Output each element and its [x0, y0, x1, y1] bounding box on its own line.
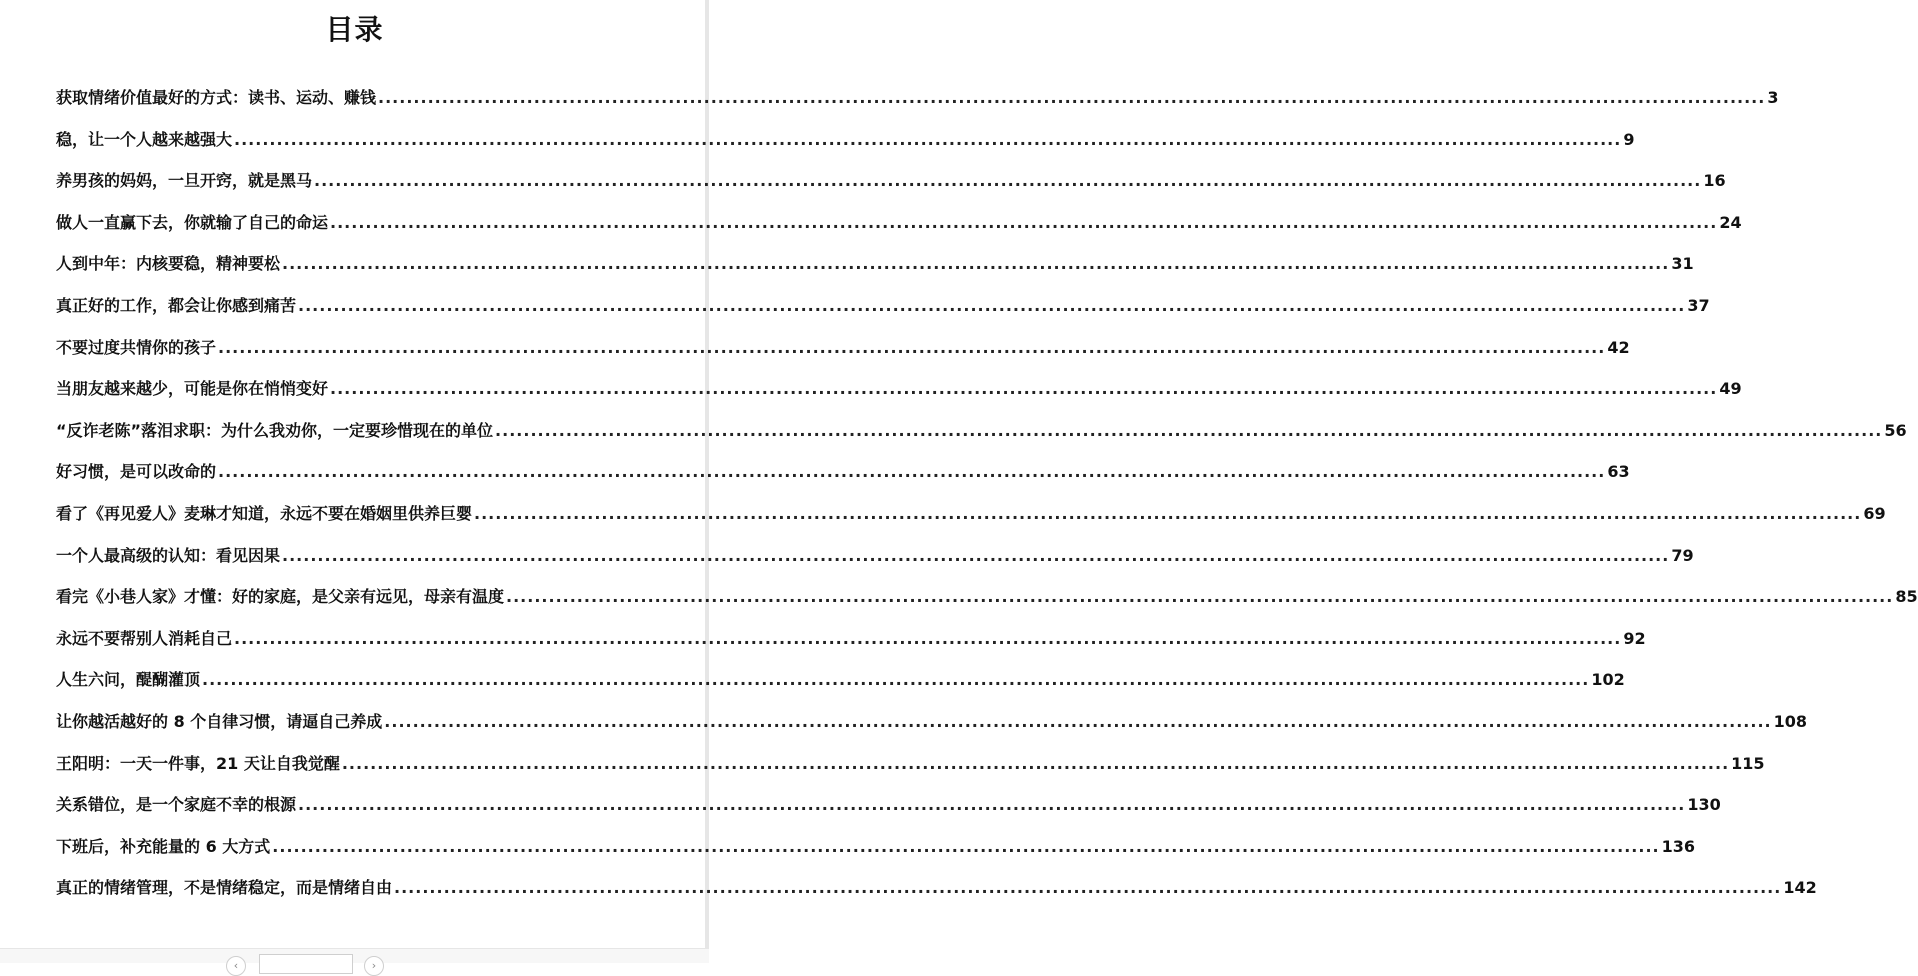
toc-page-number: 31: [1671, 254, 1694, 274]
chevron-left-icon[interactable]: ‹: [226, 956, 246, 976]
toc-entry-title: 真正的情绪管理，不是情绪稳定，而是情绪自由: [56, 878, 393, 898]
toc-leader: [298, 294, 1685, 318]
toc-page-number: 3: [1767, 88, 1779, 107]
toc-list: [56, 86, 1918, 918]
toc-page-number: 16: [1703, 171, 1726, 191]
toc-page-number: 108: [1773, 711, 1807, 731]
toc-entry-title: 永远不要帮别人消耗自己: [56, 628, 233, 648]
toc-entry-title: 让你越活越好的 8 个自律习惯，请逼自己养成: [56, 711, 383, 731]
toc-entry[interactable]: [56, 876, 1817, 918]
toc-entry-title: 稳，让一个人越来越强大: [56, 129, 233, 149]
toc-entry-title: 不要过度共情你的孩子: [56, 337, 217, 357]
toc-entry[interactable]: [56, 752, 1765, 794]
toc-entry-title: 养男孩的妈妈，一旦开窍，就是黑马: [56, 171, 313, 191]
page-title: 目录: [325, 13, 384, 46]
toc-page-number: 115: [1731, 753, 1765, 773]
toc-page-number: 24: [1719, 212, 1742, 232]
toc-entry-title: 看了《再见爱人》麦琳才知道，永远不要在婚姻里供养巨婴: [56, 503, 473, 523]
toc-entry[interactable]: [56, 252, 1694, 294]
toc-page-number: 142: [1783, 878, 1817, 898]
toc-leader: [272, 835, 1659, 859]
toc-page-number: 92: [1623, 628, 1646, 648]
toc-leader: [378, 86, 1765, 110]
toc-page-number: 49: [1719, 379, 1742, 399]
toc-entry-title: “反诈老陈”落泪求职：为什么我劝你，一定要珍惜现在的单位: [56, 420, 494, 440]
toc-entry[interactable]: [56, 294, 1710, 336]
chevron-right-icon[interactable]: ›: [364, 956, 384, 976]
toc-entry[interactable]: [56, 86, 1779, 128]
toc-page-number: 37: [1687, 295, 1710, 315]
toc-leader: [202, 668, 1589, 692]
toc-entry-title: 获取情绪价值最好的方式：读书、运动、赚钱: [56, 88, 377, 107]
pager-bar: [0, 948, 709, 972]
toc-leader: [234, 128, 1621, 152]
toc-entry[interactable]: [56, 668, 1625, 710]
toc-leader: [495, 419, 1882, 443]
toc-entry[interactable]: [56, 585, 1918, 627]
toc-leader: [394, 876, 1781, 900]
toc-leader: [282, 544, 1669, 568]
toc-page-number: 85: [1895, 587, 1918, 607]
toc-entry[interactable]: [56, 128, 1635, 170]
toc-page-number: 136: [1661, 836, 1695, 856]
toc-entry-title: 下班后，补充能量的 6 大方式: [56, 836, 271, 856]
toc-leader: [506, 585, 1893, 609]
toc-page-number: 79: [1671, 545, 1694, 565]
toc-entry[interactable]: [56, 835, 1695, 877]
toc-entry[interactable]: [56, 793, 1721, 835]
toc-leader: [298, 793, 1685, 817]
toc-entry-title: 真正好的工作，都会让你感到痛苦: [56, 295, 297, 315]
toc-page-number: 9: [1623, 129, 1635, 149]
toc-leader: [474, 502, 1861, 526]
toc-entry[interactable]: [56, 544, 1694, 586]
toc-leader: [330, 377, 1717, 401]
toc-page-number: 63: [1607, 462, 1630, 482]
toc-entry-title: 好习惯，是可以改命的: [56, 462, 217, 482]
page-number-input[interactable]: [259, 954, 353, 974]
toc-entry[interactable]: [56, 169, 1726, 211]
toc-entry-title: 一个人最高级的认知：看见因果: [56, 545, 281, 565]
toc-entry[interactable]: [56, 627, 1646, 669]
toc-entry-title: 做人一直赢下去，你就输了自己的命运: [56, 212, 329, 232]
toc-entry[interactable]: [56, 336, 1630, 378]
toc-leader: [218, 460, 1605, 484]
toc-entry[interactable]: [56, 211, 1742, 253]
toc-leader: [314, 169, 1701, 193]
toc-leader: [342, 752, 1729, 776]
toc-entry[interactable]: [56, 419, 1907, 461]
toc-leader: [384, 710, 1771, 734]
toc-page-number: 130: [1687, 795, 1721, 815]
toc-entry[interactable]: [56, 710, 1807, 752]
toc-entry[interactable]: [56, 460, 1630, 502]
toc-leader: [330, 211, 1717, 235]
toc-entry[interactable]: [56, 502, 1886, 544]
toc-entry[interactable]: [56, 377, 1742, 419]
toc-page-number: 56: [1884, 420, 1907, 440]
toc-leader: [234, 627, 1621, 651]
toc-entry-title: 关系错位，是一个家庭不幸的根源: [56, 795, 297, 815]
toc-entry-title: 王阳明：一天一件事，21 天让自我觉醒: [56, 753, 340, 773]
toc-leader: [282, 252, 1669, 276]
toc-entry-title: 人到中年：内核要稳，精神要松: [56, 254, 281, 274]
toc-entry-title: 当朋友越来越少，可能是你在悄悄变好: [56, 379, 329, 399]
toc-leader: [218, 336, 1605, 360]
toc-page-number: 102: [1591, 670, 1625, 690]
toc-page-number: 69: [1863, 503, 1886, 523]
toc-entry-title: 看完《小巷人家》才懂：好的家庭，是父亲有远见，母亲有温度: [56, 587, 505, 607]
toc-entry-title: 人生六问，醍醐灌顶: [56, 670, 201, 690]
toc-page-number: 42: [1607, 337, 1630, 357]
